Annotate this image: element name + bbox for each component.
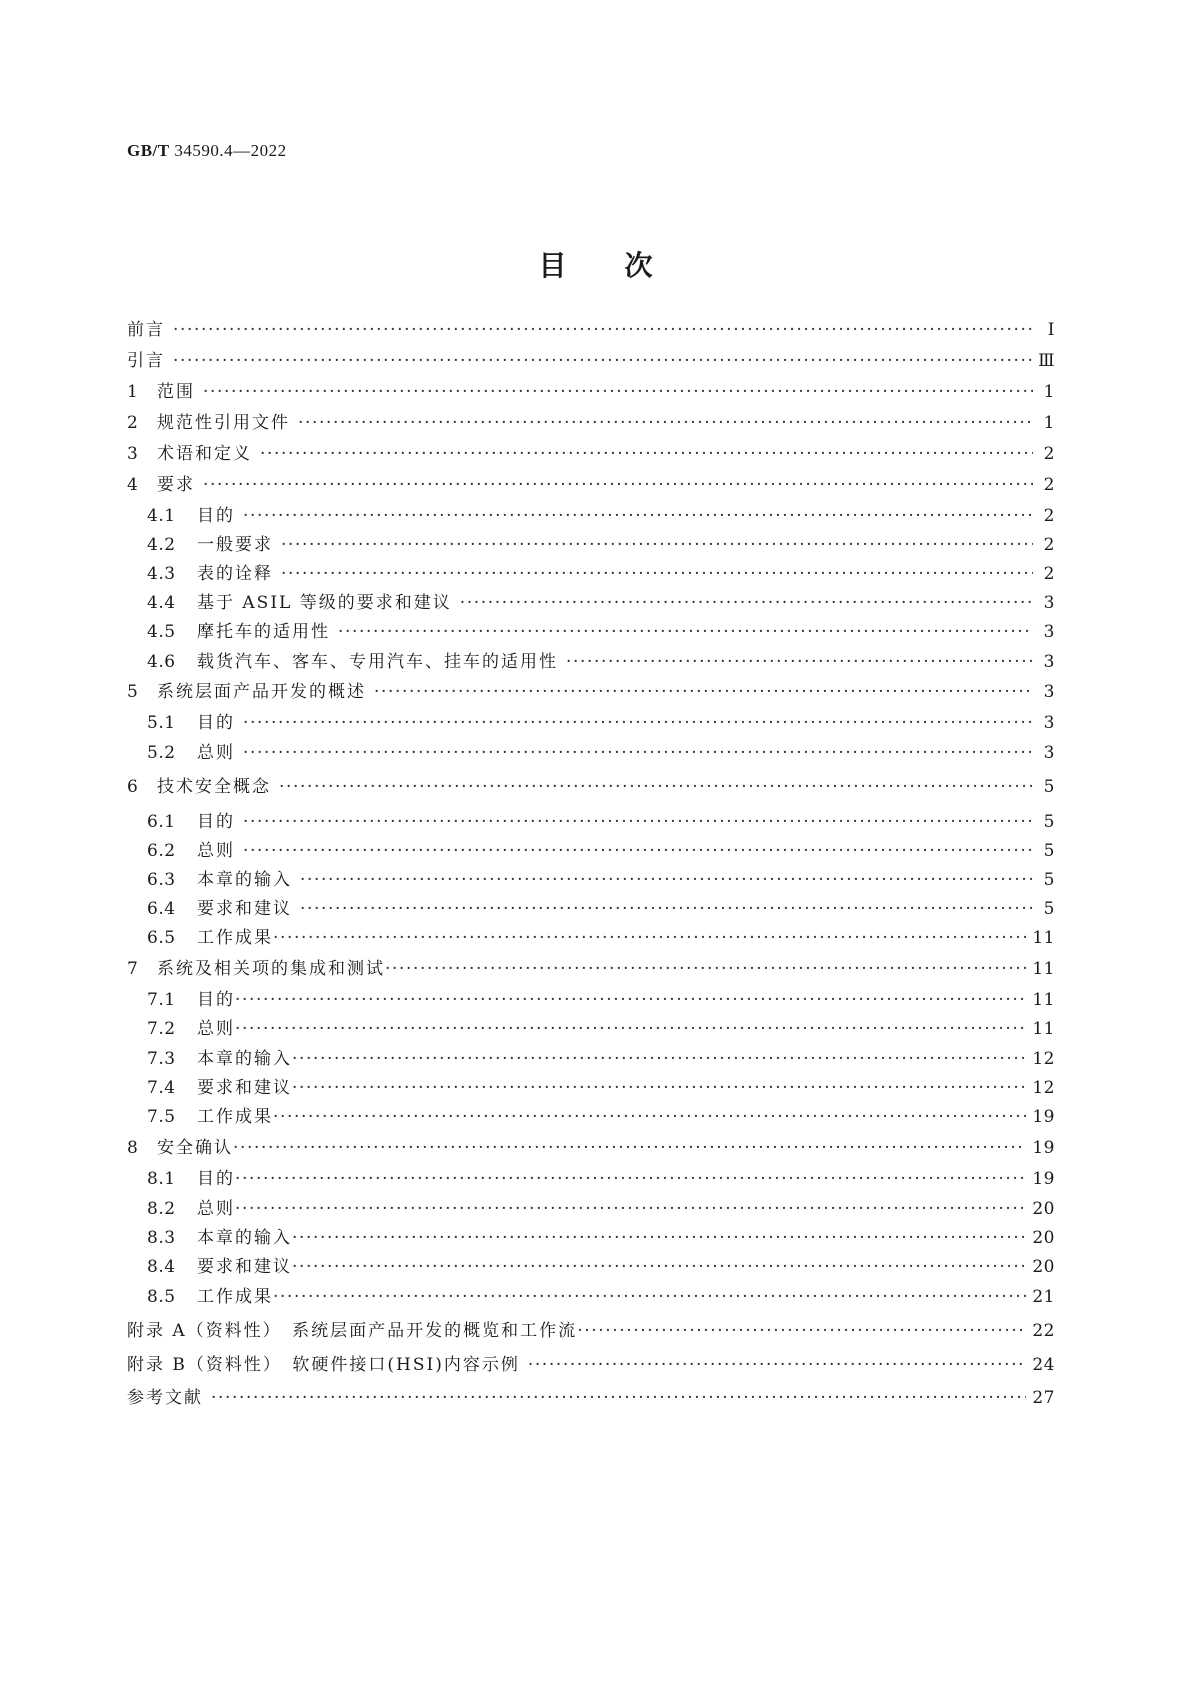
toc-leader-dots [566, 650, 1033, 674]
toc-entry-label: 要求和建议 [197, 1257, 292, 1277]
toc-entry-number: 4.1 [147, 506, 176, 526]
toc-entry-label: 目的 [197, 812, 235, 832]
toc-entry[interactable] [127, 1136, 1055, 1160]
toc-entry-page: 11 [1032, 1019, 1055, 1039]
toc-entry[interactable] [127, 591, 1055, 615]
toc-entry-page: 3 [1043, 593, 1055, 613]
toc-entry-page: 1 [1043, 413, 1055, 433]
toc-entry[interactable] [127, 562, 1055, 586]
toc-leader-dots [243, 810, 1033, 834]
toc-entry-page: Ⅲ [1038, 351, 1055, 371]
toc-entry[interactable] [127, 839, 1055, 863]
toc-entry-label: 总则 [197, 743, 235, 763]
toc-entry-page: 20 [1032, 1228, 1055, 1248]
toc-entry-number: 7 [127, 959, 139, 979]
toc-entry-label: 本章的输入 [197, 1228, 292, 1248]
toc-entry-label: 引言 [127, 351, 165, 371]
toc-entry-label: 一般要求 [197, 535, 273, 555]
toc-entry-number: 7.5 [147, 1107, 176, 1127]
toc-leader-dots [292, 1255, 1026, 1279]
toc-leader-dots [281, 533, 1033, 557]
toc-entry-label: 工作成果 [197, 928, 273, 948]
toc-entry-page: 5 [1043, 899, 1055, 919]
toc-entry[interactable] [127, 810, 1055, 834]
toc-entry-label: 附录 B（资料性） 软硬件接口(HSI)内容示例 [127, 1355, 520, 1375]
toc-leader-dots [173, 318, 1033, 342]
toc-entry[interactable] [127, 1197, 1055, 1221]
toc-entry-label: 目的 [197, 1169, 235, 1189]
toc-entry[interactable] [127, 504, 1055, 528]
page-title: 目次 [538, 249, 711, 282]
toc-entry-number: 7.2 [147, 1019, 176, 1039]
toc-entry-page: 2 [1043, 475, 1055, 495]
toc-entry-number: 7.4 [147, 1078, 176, 1098]
toc-entry-number: 4.3 [147, 564, 176, 584]
toc-leader-dots [577, 1319, 1026, 1343]
toc-entry-number: 5.1 [147, 713, 176, 733]
toc-entry-number: 6 [127, 777, 139, 797]
toc-leader-dots [281, 562, 1033, 586]
toc-leader-dots [243, 711, 1033, 735]
toc-entry-label: 本章的输入 [197, 870, 292, 890]
toc-entry-number: 6.1 [147, 812, 176, 832]
toc-entry-page: 3 [1043, 713, 1055, 733]
toc-entry-page: 1 [1043, 382, 1055, 402]
toc-entry-label: 基于 ASIL 等级的要求和建议 [197, 593, 452, 613]
toc-entry-label: 目的 [197, 506, 235, 526]
toc-leader-dots [173, 349, 1032, 373]
toc-entry-label: 工作成果 [197, 1287, 273, 1307]
toc-leader-dots [233, 1136, 1026, 1160]
toc-entry-number: 4 [127, 475, 139, 495]
toc-entry-label: 前言 [127, 320, 165, 340]
toc-entry-label: 要求和建议 [197, 1078, 292, 1098]
toc-leader-dots [243, 504, 1033, 528]
toc-leader-dots [235, 1197, 1026, 1221]
toc-entry-page: 19 [1032, 1138, 1055, 1158]
toc-entry[interactable] [127, 1105, 1055, 1129]
toc-entry[interactable] [127, 711, 1055, 735]
toc-leader-dots [273, 1285, 1026, 1309]
toc-entry-label: 范围 [157, 382, 195, 402]
standard-code-number: 34590.4—2022 [169, 141, 287, 160]
toc-entry-page: 2 [1043, 444, 1055, 464]
toc-entry-number: 1 [127, 382, 139, 402]
toc-entry-page: 20 [1032, 1199, 1055, 1219]
toc-entry-page: 19 [1032, 1107, 1055, 1127]
toc-leader-dots [211, 1386, 1026, 1410]
toc-entry-number: 5.2 [147, 743, 176, 763]
toc-entry[interactable] [127, 411, 1055, 435]
toc-entry-number: 8 [127, 1138, 139, 1158]
toc-entry-page: 3 [1043, 622, 1055, 642]
toc-leader-dots [260, 442, 1033, 466]
toc-entry-page: 2 [1043, 564, 1055, 584]
toc-entry-page: 12 [1032, 1049, 1055, 1069]
toc-entry-page: 2 [1043, 506, 1055, 526]
standard-code-prefix: GB/T [127, 141, 170, 160]
toc-leader-dots [292, 1047, 1026, 1071]
toc-leader-dots [243, 839, 1033, 863]
toc-leader-dots [273, 1105, 1026, 1129]
toc-entry-number: 6.4 [147, 899, 176, 919]
toc-leader-dots [292, 1076, 1026, 1100]
toc-entry-page: 11 [1032, 959, 1055, 979]
toc-entry-number: 8.3 [147, 1228, 176, 1248]
toc-entry-page: 24 [1032, 1355, 1055, 1375]
toc-entry-number: 5 [127, 682, 139, 702]
toc-entry-page: 5 [1043, 812, 1055, 832]
toc-leader-dots [460, 591, 1033, 615]
toc-entry[interactable] [127, 620, 1055, 644]
toc-entry[interactable] [127, 349, 1055, 373]
toc-entry-label: 总则 [197, 1019, 235, 1039]
toc-entry[interactable] [127, 988, 1055, 1012]
toc-entry-page: 3 [1043, 743, 1055, 763]
toc-leader-dots [273, 926, 1026, 950]
toc-leader-dots [528, 1353, 1027, 1377]
toc-entry[interactable] [127, 1285, 1055, 1309]
toc-entry[interactable] [127, 775, 1055, 799]
toc-entry[interactable] [127, 1047, 1055, 1071]
toc-entry-label: 规范性引用文件 [157, 413, 290, 433]
toc-entry-label: 要求和建议 [197, 899, 292, 919]
toc-entry[interactable] [127, 442, 1055, 466]
toc-entry[interactable] [127, 1226, 1055, 1250]
toc-entry-number: 2 [127, 413, 139, 433]
toc-entry[interactable] [127, 1076, 1055, 1100]
toc-entry-number: 7.1 [147, 990, 176, 1010]
toc-entry-number: 4.4 [147, 593, 176, 613]
toc-entry-label: 总则 [197, 1199, 235, 1219]
toc-entry-page: 11 [1032, 990, 1055, 1010]
toc-leader-dots [235, 988, 1026, 1012]
toc-entry[interactable] [127, 533, 1055, 557]
toc-entry-page: 20 [1032, 1257, 1055, 1277]
toc-entry[interactable] [127, 1017, 1055, 1041]
toc-leader-dots [203, 473, 1033, 497]
toc-entry-label: 系统层面产品开发的概述 [157, 682, 366, 702]
toc-entry-page: 5 [1043, 841, 1055, 861]
toc-entry[interactable] [127, 1255, 1055, 1279]
toc-entry-label: 摩托车的适用性 [197, 622, 330, 642]
toc-entry[interactable] [127, 926, 1055, 950]
toc-entry[interactable] [127, 1386, 1055, 1410]
toc-entry-number: 6.5 [147, 928, 176, 948]
toc-entry-label: 工作成果 [197, 1107, 273, 1127]
toc-entry-number: 6.2 [147, 841, 176, 861]
toc-entry-number: 7.3 [147, 1049, 176, 1069]
toc-entry[interactable] [127, 868, 1055, 892]
toc-entry-label: 本章的输入 [197, 1049, 292, 1069]
toc-leader-dots [338, 620, 1033, 644]
toc-entry-page: 19 [1032, 1169, 1055, 1189]
toc-entry-label: 术语和定义 [157, 444, 252, 464]
toc-entry-number: 8.1 [147, 1169, 176, 1189]
toc-entry-label: 系统及相关项的集成和测试 [157, 959, 385, 979]
toc-entry[interactable] [127, 897, 1055, 921]
toc-entry[interactable] [127, 741, 1055, 765]
toc-leader-dots [298, 411, 1033, 435]
toc-entry-page: 3 [1043, 652, 1055, 672]
toc-entry-page: 21 [1032, 1287, 1055, 1307]
toc-leader-dots [300, 897, 1033, 921]
toc-entry-label: 技术安全概念 [157, 777, 271, 797]
toc-entry-page: 5 [1043, 870, 1055, 890]
toc-entry-number: 4.2 [147, 535, 176, 555]
toc-entry-label: 载货汽车、客车、专用汽车、挂车的适用性 [197, 652, 558, 672]
toc-entry-number: 8.2 [147, 1199, 176, 1219]
toc-leader-dots [385, 957, 1026, 981]
toc-entry[interactable] [127, 473, 1055, 497]
toc-entry-page: 22 [1032, 1321, 1055, 1341]
toc-entry[interactable] [127, 680, 1055, 704]
toc-entry-number: 3 [127, 444, 139, 464]
standard-code [127, 141, 287, 161]
toc-leader-dots [235, 1167, 1026, 1191]
toc-leader-dots [300, 868, 1033, 892]
toc-leader-dots [374, 680, 1033, 704]
toc-entry-page: 27 [1032, 1388, 1055, 1408]
toc-entry-label: 总则 [197, 841, 235, 861]
toc-entry[interactable] [127, 1167, 1055, 1191]
toc-entry[interactable] [127, 957, 1055, 981]
toc-entry-page: 11 [1032, 928, 1055, 948]
toc-entry[interactable] [127, 318, 1055, 342]
toc-entry-label: 表的诠释 [197, 564, 273, 584]
toc-entry-number: 4.5 [147, 622, 176, 642]
toc-entry-page: 2 [1043, 535, 1055, 555]
toc-entry[interactable] [127, 1353, 1055, 1377]
toc-entry-number: 4.6 [147, 652, 176, 672]
toc-leader-dots [292, 1226, 1026, 1250]
toc-entry-label: 附录 A（资料性） 系统层面产品开发的概览和工作流 [127, 1321, 578, 1341]
toc-entry-label: 参考文献 [127, 1388, 203, 1408]
toc-entry-page: 5 [1043, 777, 1055, 797]
toc-entry-page: 12 [1032, 1078, 1055, 1098]
toc-entry-page: Ⅰ [1047, 320, 1055, 340]
toc-entry-number: 8.5 [147, 1287, 176, 1307]
toc-leader-dots [279, 775, 1033, 799]
toc-entry[interactable] [127, 650, 1055, 674]
toc-leader-dots [203, 380, 1033, 404]
toc-entry[interactable] [127, 1319, 1055, 1343]
toc-entry[interactable] [127, 380, 1055, 404]
toc-entry-label: 目的 [197, 990, 235, 1010]
toc-leader-dots [243, 741, 1033, 765]
toc-entry-label: 目的 [197, 713, 235, 733]
toc-entry-number: 6.3 [147, 870, 176, 890]
toc-entry-label: 安全确认 [157, 1138, 233, 1158]
toc-leader-dots [235, 1017, 1026, 1041]
toc-entry-page: 3 [1043, 682, 1055, 702]
toc-entry-label: 要求 [157, 475, 195, 495]
toc-entry-number: 8.4 [147, 1257, 176, 1277]
